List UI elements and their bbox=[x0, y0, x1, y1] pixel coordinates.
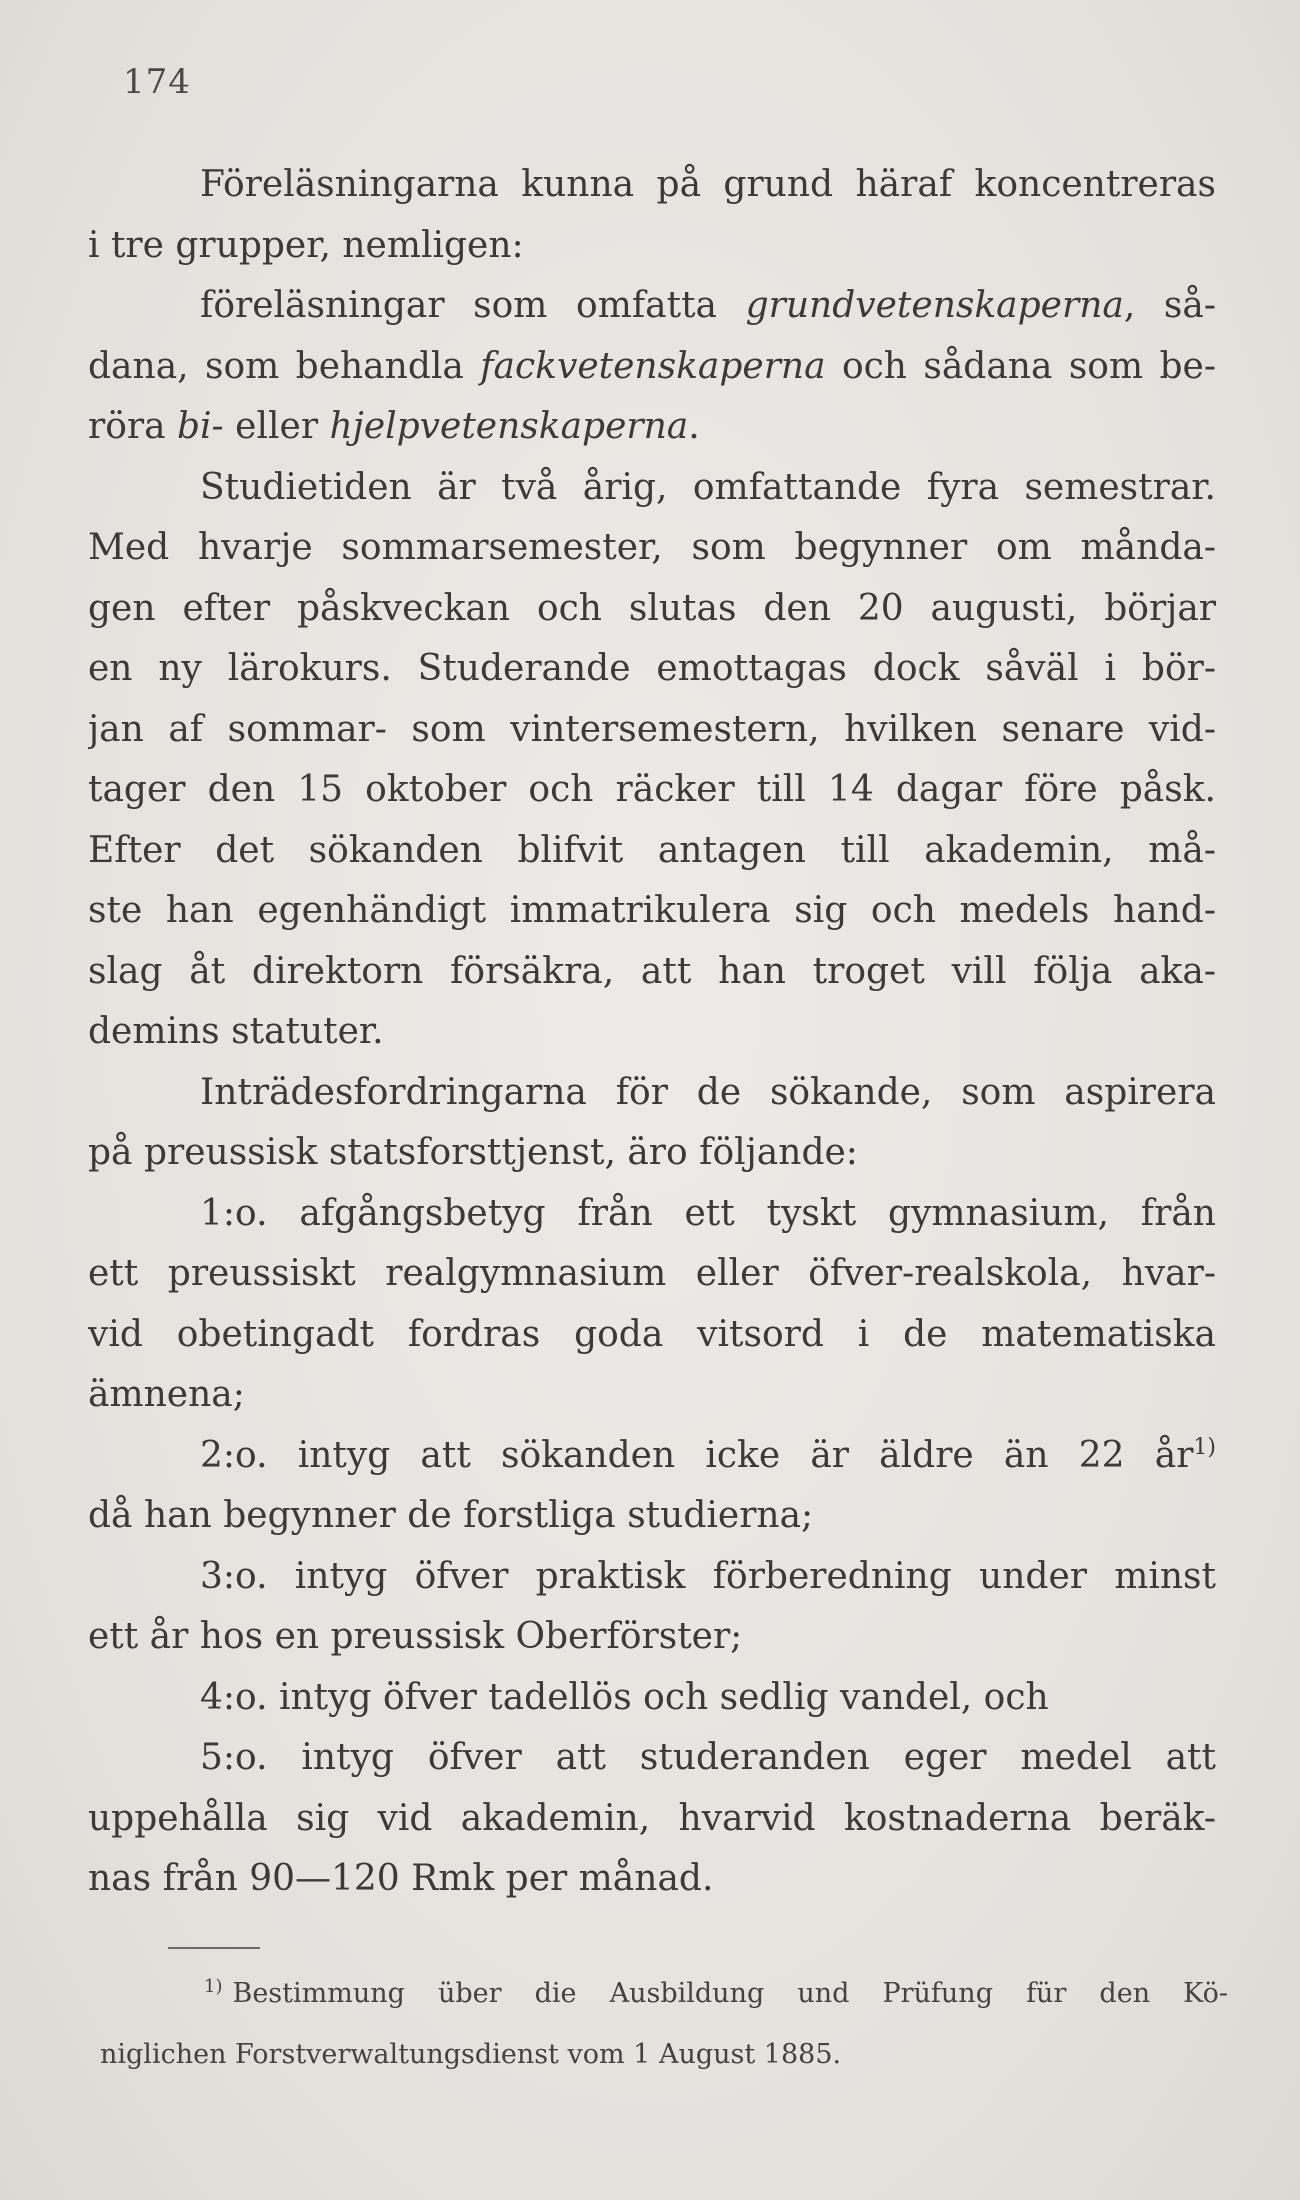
line-text: 5:o. intyg öfver att studeranden eger medel att bbox=[200, 1737, 1216, 1778]
line-text: 3:o. intyg öfver praktisk förberedning under minst bbox=[200, 1555, 1216, 1597]
text-line bbox=[88, 397, 1216, 458]
line-text: . bbox=[688, 406, 700, 447]
text-line bbox=[88, 216, 1216, 277]
line-text: på preussisk statsforsttjenst, äro följande: bbox=[88, 1132, 858, 1173]
footnote-reference: 1) bbox=[1193, 1434, 1216, 1460]
line-text: 2:o. intyg att sökanden icke är äldre än 22 år bbox=[200, 1434, 1194, 1476]
line-text: föreläsningar som omfatta bbox=[200, 285, 746, 326]
line-text: nas från 90—120 Rmk per månad. bbox=[88, 1858, 714, 1899]
text-line bbox=[88, 1002, 1216, 1063]
text-line bbox=[88, 942, 1216, 1003]
line-text: dana, som behandla bbox=[88, 345, 481, 387]
text-line bbox=[88, 1486, 1216, 1547]
text-line bbox=[88, 1668, 1216, 1729]
text-line bbox=[88, 276, 1216, 337]
line-text: slag åt direktorn försäkra, att han troget vill följa aka- bbox=[88, 950, 1216, 992]
line-text: Efter det sökanden blifvit antagen till akademin, må- bbox=[88, 829, 1216, 871]
text-line bbox=[88, 1607, 1216, 1668]
footnote-line bbox=[100, 1968, 1228, 2029]
italic-term: hjelpvetenskaperna bbox=[329, 406, 689, 447]
line-text: 1:o. afgångsbetyg från ett tyskt gymnasium, från bbox=[200, 1192, 1216, 1234]
text-line bbox=[88, 639, 1216, 700]
text-line bbox=[88, 1849, 1216, 1910]
body-text bbox=[88, 155, 1216, 1910]
text-line bbox=[88, 1305, 1216, 1366]
line-text: ste han egenhändigt immatrikulera sig och medels hand- bbox=[88, 890, 1216, 931]
italic-term: bi- bbox=[177, 406, 224, 447]
text-line bbox=[88, 1184, 1216, 1245]
line-text: Med hvarje sommarsemester, som begynner om månda- bbox=[88, 527, 1216, 568]
text-line bbox=[88, 760, 1216, 821]
line-text: röra bbox=[88, 406, 177, 447]
text-line bbox=[88, 1063, 1216, 1124]
line-text: 4:o. intyg öfver tadellös och sedlig vandel, och bbox=[200, 1676, 1049, 1718]
line-text: en ny lärokurs. Studerande emottagas dock såväl i bör- bbox=[88, 648, 1216, 689]
text-line bbox=[88, 881, 1216, 942]
text-line bbox=[88, 1547, 1216, 1608]
line-text: uppehålla sig vid akademin, hvarvid kostnaderna beräk- bbox=[88, 1797, 1216, 1839]
text-line bbox=[88, 1365, 1216, 1426]
page-number: 174 bbox=[123, 62, 191, 102]
footnote-line: niglichen Forstverwaltungsdienst vom 1 August 1885. bbox=[100, 2038, 842, 2070]
text-line bbox=[88, 700, 1216, 761]
line-text: och sådana som be- bbox=[825, 345, 1216, 387]
line-text: ett preussiskt realgymnasium eller öfver-realskola, hvar- bbox=[88, 1253, 1216, 1294]
text-line bbox=[88, 1426, 1216, 1487]
line-text: jan af sommar- som vintersemestern, hvilken senare vid- bbox=[88, 708, 1216, 750]
text-line bbox=[88, 821, 1216, 882]
text-line bbox=[88, 155, 1216, 216]
line-text: Studietiden är två årig, omfattande fyra semestrar. bbox=[200, 466, 1216, 508]
italic-term: fackvetenskaperna bbox=[480, 345, 826, 387]
text-line bbox=[88, 1728, 1216, 1789]
text-line bbox=[88, 1123, 1216, 1184]
text-line bbox=[88, 337, 1216, 398]
line-text: ett år hos en preussisk Oberförster; bbox=[88, 1616, 743, 1657]
line-text: demins statuter. bbox=[88, 1011, 384, 1052]
footnotes bbox=[100, 1968, 1228, 2089]
text-line bbox=[88, 518, 1216, 579]
footnote-mark: 1) bbox=[204, 1976, 223, 1997]
line-text: då han begynner de forstliga studierna; bbox=[88, 1495, 814, 1536]
line-text: tager den 15 oktober och räcker till 14 dagar före påsk. bbox=[88, 769, 1216, 810]
line-text: ämnena; bbox=[88, 1374, 245, 1415]
line-text: Inträdesfordringarna för de sökande, som aspirera bbox=[200, 1071, 1216, 1113]
footnote-rule bbox=[168, 1947, 260, 1949]
line-text: i tre grupper, nemligen: bbox=[88, 224, 524, 266]
line-text: Föreläsningarna kunna på grund häraf koncentreras bbox=[200, 164, 1216, 205]
text-line bbox=[88, 579, 1216, 640]
text-line bbox=[88, 1244, 1216, 1305]
line-text: eller bbox=[223, 406, 330, 447]
footnote-text: Bestimmung über die Ausbildung und Prüfung für den Kö- bbox=[232, 1978, 1228, 2009]
text-line bbox=[88, 1789, 1216, 1850]
text-line bbox=[88, 458, 1216, 519]
italic-term: grundvetenskaperna bbox=[745, 285, 1124, 326]
line-text: gen efter påskveckan och slutas den 20 augusti, börjar bbox=[88, 587, 1216, 629]
line-text: vid obetingadt fordras goda vitsord i de matematiska bbox=[88, 1313, 1216, 1355]
line-text: , så- bbox=[1123, 285, 1216, 326]
